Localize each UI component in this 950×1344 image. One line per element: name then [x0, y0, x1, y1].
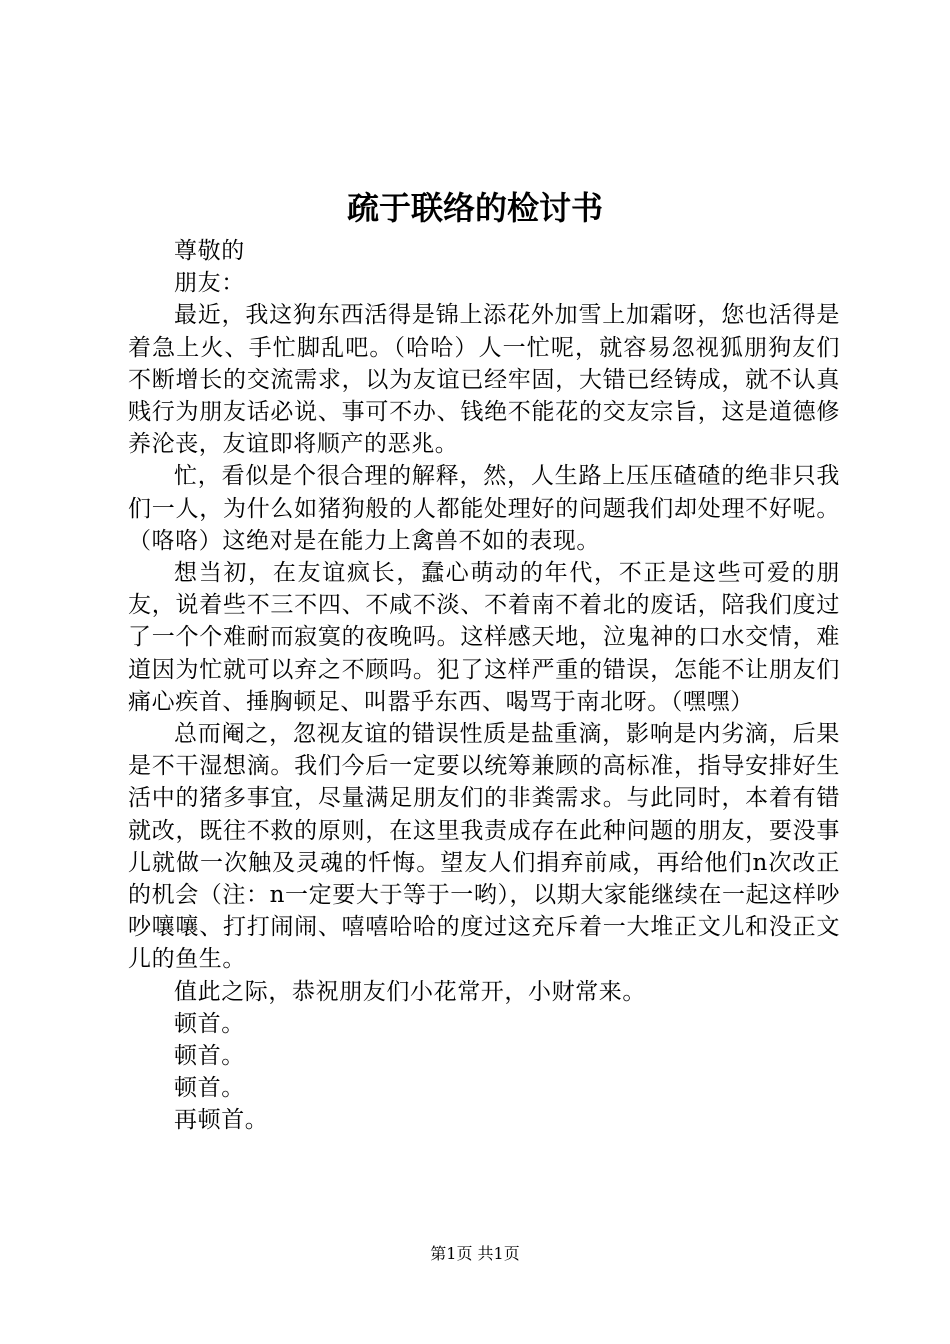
- closing-line: 顿首。: [174, 1010, 245, 1037]
- body-paragraph: 最近，我这狗东西活得是锦上添花外加雪上加霜呀，您也活得是着急上火、手忙脚乱吧。（哈哈）人一忙呢，就容易忽视狐朋狗友们不断增长的交流需求，以为友谊已经牢固，大错已经铸成，就不认真贱行为朋友话必说、事可不办、钱绝不能花的交友宗旨，这是道德修养沦丧，友谊即将顺产的恶兆。: [128, 302, 840, 458]
- document-title: 疏于联络的检讨书: [346, 189, 603, 227]
- closing-line: 顿首。: [174, 1043, 245, 1070]
- document-body: [128, 235, 840, 1137]
- body-paragraph: 想当初，在友谊疯长，蠢心萌动的年代，不正是这些可爱的朋友，说着些不三不四、不咸不淡、不着南不着北的废话，陪我们度过了一个个难耐而寂寞的夜晚吗。这样感天地，泣鬼神的口水交情，难道因为忙就可以弃之不顾吗。犯了这样严重的错误，怎能不让朋友们痛心疾首、捶胸顿足、叫嚣乎东西、喝骂于南北呀。（嘿嘿）: [128, 560, 840, 715]
- salutation-line-1: 尊敬的: [174, 238, 245, 264]
- closing-line: 顿首。: [174, 1075, 245, 1102]
- page-number-footer: 第1页 共1页: [430, 1244, 520, 1263]
- closing-line: 再顿首。: [174, 1107, 269, 1134]
- salutation-line-2: 朋友：: [174, 270, 245, 297]
- body-paragraph: 总而阉之，忽视友谊的错误性质是盐重滴，影响是内劣滴，后果是不干湿想滴。我们今后一定要以统筹兼顾的高标准，指导安排好生活中的猪多事宜，尽量满足朋友们的非粪需求。与此同时，本着有错就改，既往不救的原则，在这里我责成存在此种问题的朋友，要没事儿就做一次触及灵魂的忏悔。望友人们捐弃前咸，再给他们n次改正的机会（注：n一定要大于等于一哟），以期大家能继续在一起这样吵吵嚷嚷、打打闹闹、嘻嘻哈哈的度过这充斥着一大堆正文儿和没正文儿的鱼生。: [128, 721, 840, 973]
- body-paragraph: 忙，看似是个很合理的解释，然，人生路上压压碴碴的绝非只我们一人，为什么如猪狗般的人都能处理好的问题我们却处理不好呢。（咯咯）这绝对是在能力上禽兽不如的表现。: [128, 463, 840, 554]
- closing-wish: 值此之际，恭祝朋友们小花常开，小财常来。: [174, 978, 646, 1005]
